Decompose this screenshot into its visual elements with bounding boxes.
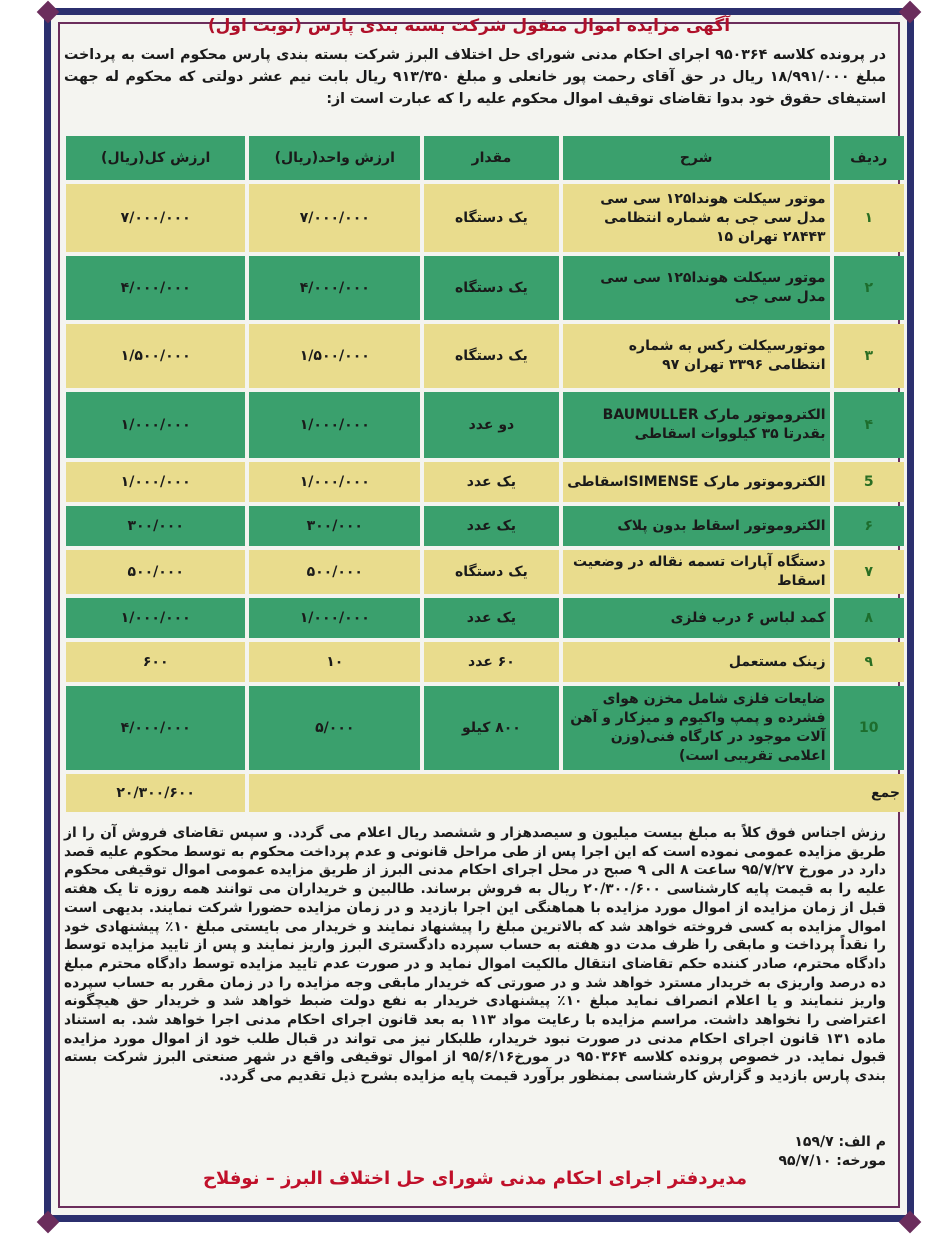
row-index: ۷ [834,550,904,594]
row-index: ۴ [834,392,904,458]
row-quantity: یک دستگاه [424,256,559,320]
table-sum-row [66,774,904,812]
row-quantity: یک دستگاه [424,324,559,388]
row-total-value: ۱/۰۰۰/۰۰۰ [66,462,245,502]
row-description: موتور سیکلت هوندا۱۲۵ سی سی مدل سی جی به شماره انتظامی ۲۸۴۴۳ تهران ۱۵ [563,184,830,252]
row-quantity: یک عدد [424,506,559,546]
table-row [66,642,904,682]
row-description: دستگاه آپارات تسمه نقاله در وضعیت اسقاط [563,550,830,594]
table-row [66,324,904,388]
row-unit-value: ۱/۵۰۰/۰۰۰ [249,324,420,388]
row-quantity: یک عدد [424,598,559,638]
row-quantity: ۶۰ عدد [424,642,559,682]
table-row [66,550,904,594]
header-description: شرح [563,136,830,180]
table-row [66,686,904,770]
row-unit-value: ۵۰۰/۰۰۰ [249,550,420,594]
assets-table [62,132,908,816]
row-unit-value: ۱/۰۰۰/۰۰۰ [249,462,420,502]
row-unit-value: ۵/۰۰۰ [249,686,420,770]
table-row [66,184,904,252]
row-quantity: دو عدد [424,392,559,458]
row-unit-value: ۴/۰۰۰/۰۰۰ [249,256,420,320]
row-description: ضایعات فلزی شامل مخزن هوای فشرده و پمپ واکیوم و میزکار و آهن آلات موجود در کارگاه فنی(وزن اعلامی تقریبی است) [563,686,830,770]
row-quantity: ۸۰۰ کیلو [424,686,559,770]
row-quantity: یک دستگاه [424,550,559,594]
table-row [66,462,904,502]
row-index: 5 [834,462,904,502]
signature-line: مدیردفتر اجرای احکام مدنی شورای حل اختلاف البرز – نوفلاح [203,1168,747,1189]
row-total-value: ۱/۰۰۰/۰۰۰ [66,392,245,458]
table-row [66,506,904,546]
reference-number: م الف: ۱۵۹/۷ [794,1134,886,1150]
row-total-value: ۴/۰۰۰/۰۰۰ [66,686,245,770]
header-unit-value: ارزش واحد(ریال) [249,136,420,180]
intro-paragraph: در پرونده کلاسه ۹۵۰۳۶۴ اجرای احکام مدنی شورای حل اختلاف البرز شرکت بسته بندی پارس محکوم است به پرداخت مبلغ ۱۸/۹۹۱/۰۰۰ ریال در حق آقای رحمت پور خانعلی و مبلغ ۹۱۳/۳۵۰ ریال بابت نیم عشر دولتی که محکوم له جهت استیفای حقوق خود بدوا تقاضای توقیف اموال محکوم علیه را که عبارت است از: [64,47,886,107]
row-index: ۶ [834,506,904,546]
row-index: ۲ [834,256,904,320]
table-row [66,598,904,638]
header-quantity: مقدار [424,136,559,180]
row-description: الکتروموتور مارک SIMENSEاسقاطی [563,462,830,502]
table-row [66,256,904,320]
body-paragraph: رزش اجناس فوق کلاً به مبلغ بیست میلیون و سیصدهزار و ششصد ریال اعلام می گردد. و سپس تقاضای فروش آن را از طریق مزایده عمومی نموده است که این اجرا پس از طی مراحل قانونی و عدم پرداخت محکوم به توسط محکوم علیه قصد دارد در مورخ ۹۵/۷/۲۷ ساعت ۸ الی ۹ صبح در محل اجرای احکام مدنی البرز از طریق مزایده عمومی اموال توقیفی محکوم علیه را به قیمت پایه کارشناسی ۲۰/۳۰۰/۶۰۰ ریال به فروش برساند. طالبین و خریداران می توانند همه روزه تا یک هفته قبل از زمان مزایده از اموال مورد مزایده با هماهنگی این اجرا بازدید و در زمان مزایده حضورا شرکت نمایند. بدیهی است اموال مزایده به کسی فروخته خواهد شد که بالاترین مبلغ را پیشنهاد نمایند و خریدار می بایستی مبلغ ۱۰٪ پیشنهادی خود را نقداً پرداخت و مابقی را ظرف مدت دو هفته به حساب سپرده دادگستری البرز واریز نمایند و پس از تایید مزایده توسط دادگاه محترم، صادر کننده حکم تقاضای انتقال مالکیت اموال نماید و در صورت عدم تایید مزایده توسط دادگاه محترم مبلغ ده درصد واریزی به خریدار مسترد خواهد شد و در صورتی که خریدار مابقی وجه مزایده را در زمان مقرر به حساب سپرده واریز ننمایند و یا اعلام انصراف نماید مبلغ ۱۰٪ پیشنهادی خریدار به نفع دولت ضبط خواهد شد و خریدار حق هیچگونه اعتراضی را نخواهد داشت. مراسم مزایده با رعایت مواد ۱۱۳ به بعد قانون اجرای احکام مدنی اجرا خواهد شد. به استناد ماده ۱۳۱ قانون اجرای احکام مدنی در صورت نبود خریدار، طلبکار نیز می تواند در قبال طلب خود از اموال مورد مزایده قبول نماید. در خصوص پرونده کلاسه ۹۵۰۳۶۴ در مورخ۹۵/۶/۱۶ از اموال توقیفی واقع در شهر صنعتی البرز شرکت بسته بندی پارس بازدید و گزارش کارشناسی بمنظور برآورد قیمت پایه مزایده بشرح ذیل تقدیم می گردد. [64,825,887,1085]
row-total-value: ۵۰۰/۰۰۰ [66,550,245,594]
row-index: 10 [834,686,904,770]
row-index: ۱ [834,184,904,252]
row-total-value: ۳۰۰/۰۰۰ [66,506,245,546]
header-index: ردیف [834,136,904,180]
row-index: ۳ [834,324,904,388]
table-header-row [66,136,904,180]
row-quantity: یک دستگاه [424,184,559,252]
row-description: کمد لباس ۶ درب فلزی [563,598,830,638]
row-index: ۸ [834,598,904,638]
row-description: الکتروموتور مارک BAUMULLER بقدرتا ۳۵ کیلووات اسقاطی [563,392,830,458]
row-unit-value: ۱/۰۰۰/۰۰۰ [249,598,420,638]
row-total-value: ۱/۵۰۰/۰۰۰ [66,324,245,388]
row-quantity: یک عدد [424,462,559,502]
row-unit-value: ۷/۰۰۰/۰۰۰ [249,184,420,252]
sum-value: ۲۰/۳۰۰/۶۰۰ [66,774,245,812]
row-unit-value: ۱۰ [249,642,420,682]
row-description: الکتروموتور اسقاط بدون پلاک [563,506,830,546]
row-description: موتورسیکلت رکس به شماره انتظامی ۳۳۹۶ تهران ۹۷ [563,324,830,388]
row-total-value: ۷/۰۰۰/۰۰۰ [66,184,245,252]
row-description: زینک مستعمل [563,642,830,682]
row-description: موتور سیکلت هوندا۱۲۵ سی سی مدل سی جی [563,256,830,320]
table-row [66,392,904,458]
notice-title: آگهی مزایده اموال منقول شرکت بسته بندی پارس (نوبت اول) [207,16,731,36]
row-total-value: ۶۰۰ [66,642,245,682]
row-total-value: ۱/۰۰۰/۰۰۰ [66,598,245,638]
row-unit-value: ۳۰۰/۰۰۰ [249,506,420,546]
notice-date: مورخه: ۹۵/۷/۱۰ [778,1153,886,1169]
row-total-value: ۴/۰۰۰/۰۰۰ [66,256,245,320]
row-index: ۹ [834,642,904,682]
sum-label: جمع [249,774,904,812]
header-total-value: ارزش کل(ریال) [66,136,245,180]
row-unit-value: ۱/۰۰۰/۰۰۰ [249,392,420,458]
